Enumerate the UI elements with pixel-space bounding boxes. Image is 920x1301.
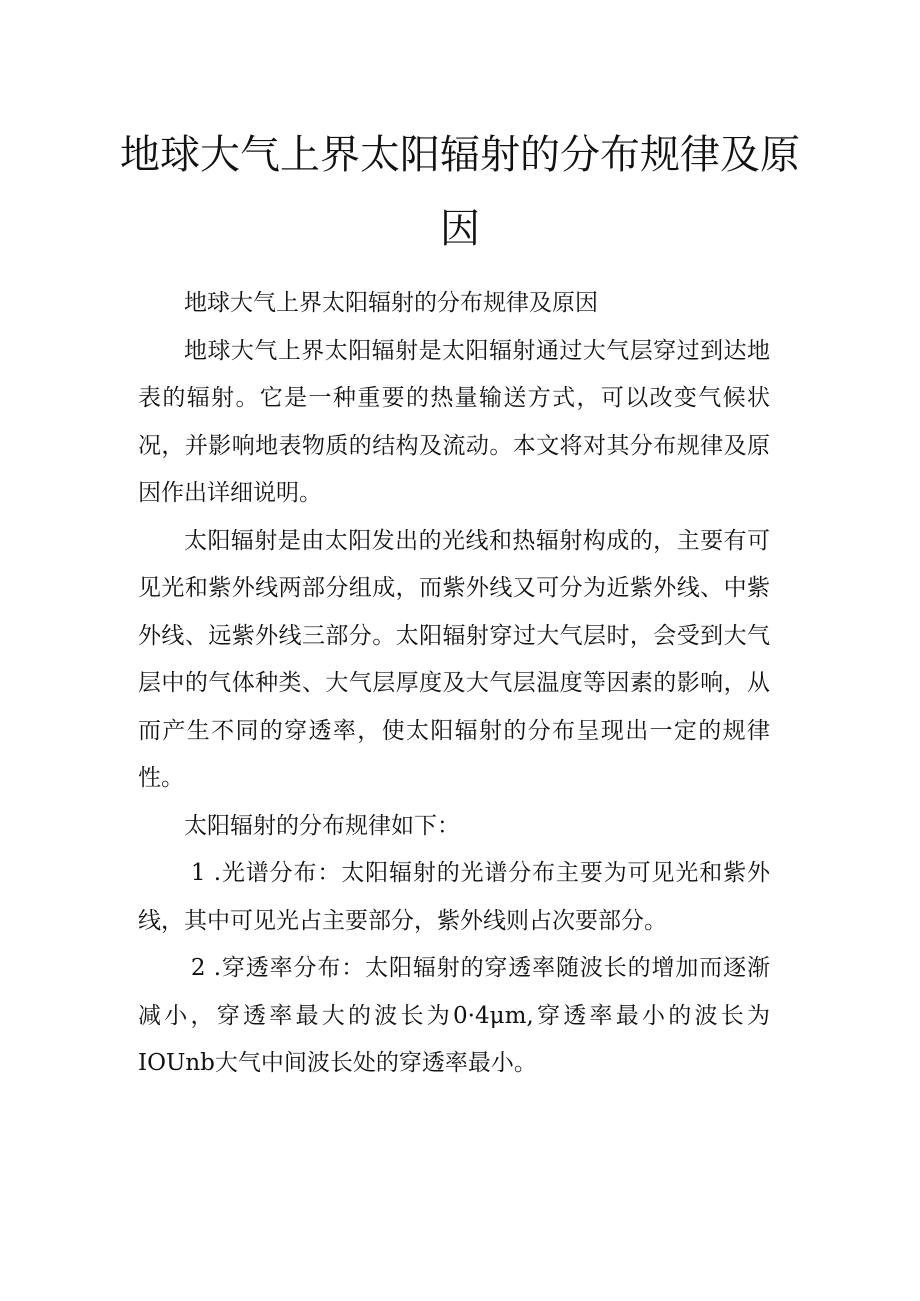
document-title: 地球大气上界太阳辐射的分布规律及原因 xyxy=(120,132,800,252)
paragraph-subtitle: 地球大气上界太阳辐射的分布规律及原因 xyxy=(184,290,598,316)
list-item-spectrum: 1 .光谱分布：太阳辐射的光谱分布主要为可见光和紫外线，其中可见光占主要部分，紫外线则占次要部分。 xyxy=(138,860,770,934)
paragraph-composition: 太阳辐射是由太阳发出的光线和热辐射构成的，主要有可见光和紫外线两部分组成，而紫外线又可分为近紫外线、中紫外线、远紫外线三部分。太阳辐射穿过大气层时，会受到大气层中的气体种类、大气层厚度及大气层温度等因素的影响，从而产生不同的穿透率，使太阳辐射的分布呈现出一定的规律性。 xyxy=(138,527,770,791)
paragraph-rules-heading: 太阳辐射的分布规律如下： xyxy=(184,812,460,839)
document-body xyxy=(138,280,770,1088)
paragraph-intro: 地球大气上界太阳辐射是太阳辐射通过大气层穿过到达地表的辐射。它是一种重要的热量输送方式，可以改变气候状况，并影响地表物质的结构及流动。本文将对其分布规律及原因作出详细说明。 xyxy=(138,337,770,506)
list-item-transmittance: 2 .穿透率分布：太阳辐射的穿透率随波长的增加而逐渐减小，穿透率最大的波长为0·4μm,穿透率最小的波长为IOUnb大气中间波长处的穿透率最小。 xyxy=(138,955,770,1076)
